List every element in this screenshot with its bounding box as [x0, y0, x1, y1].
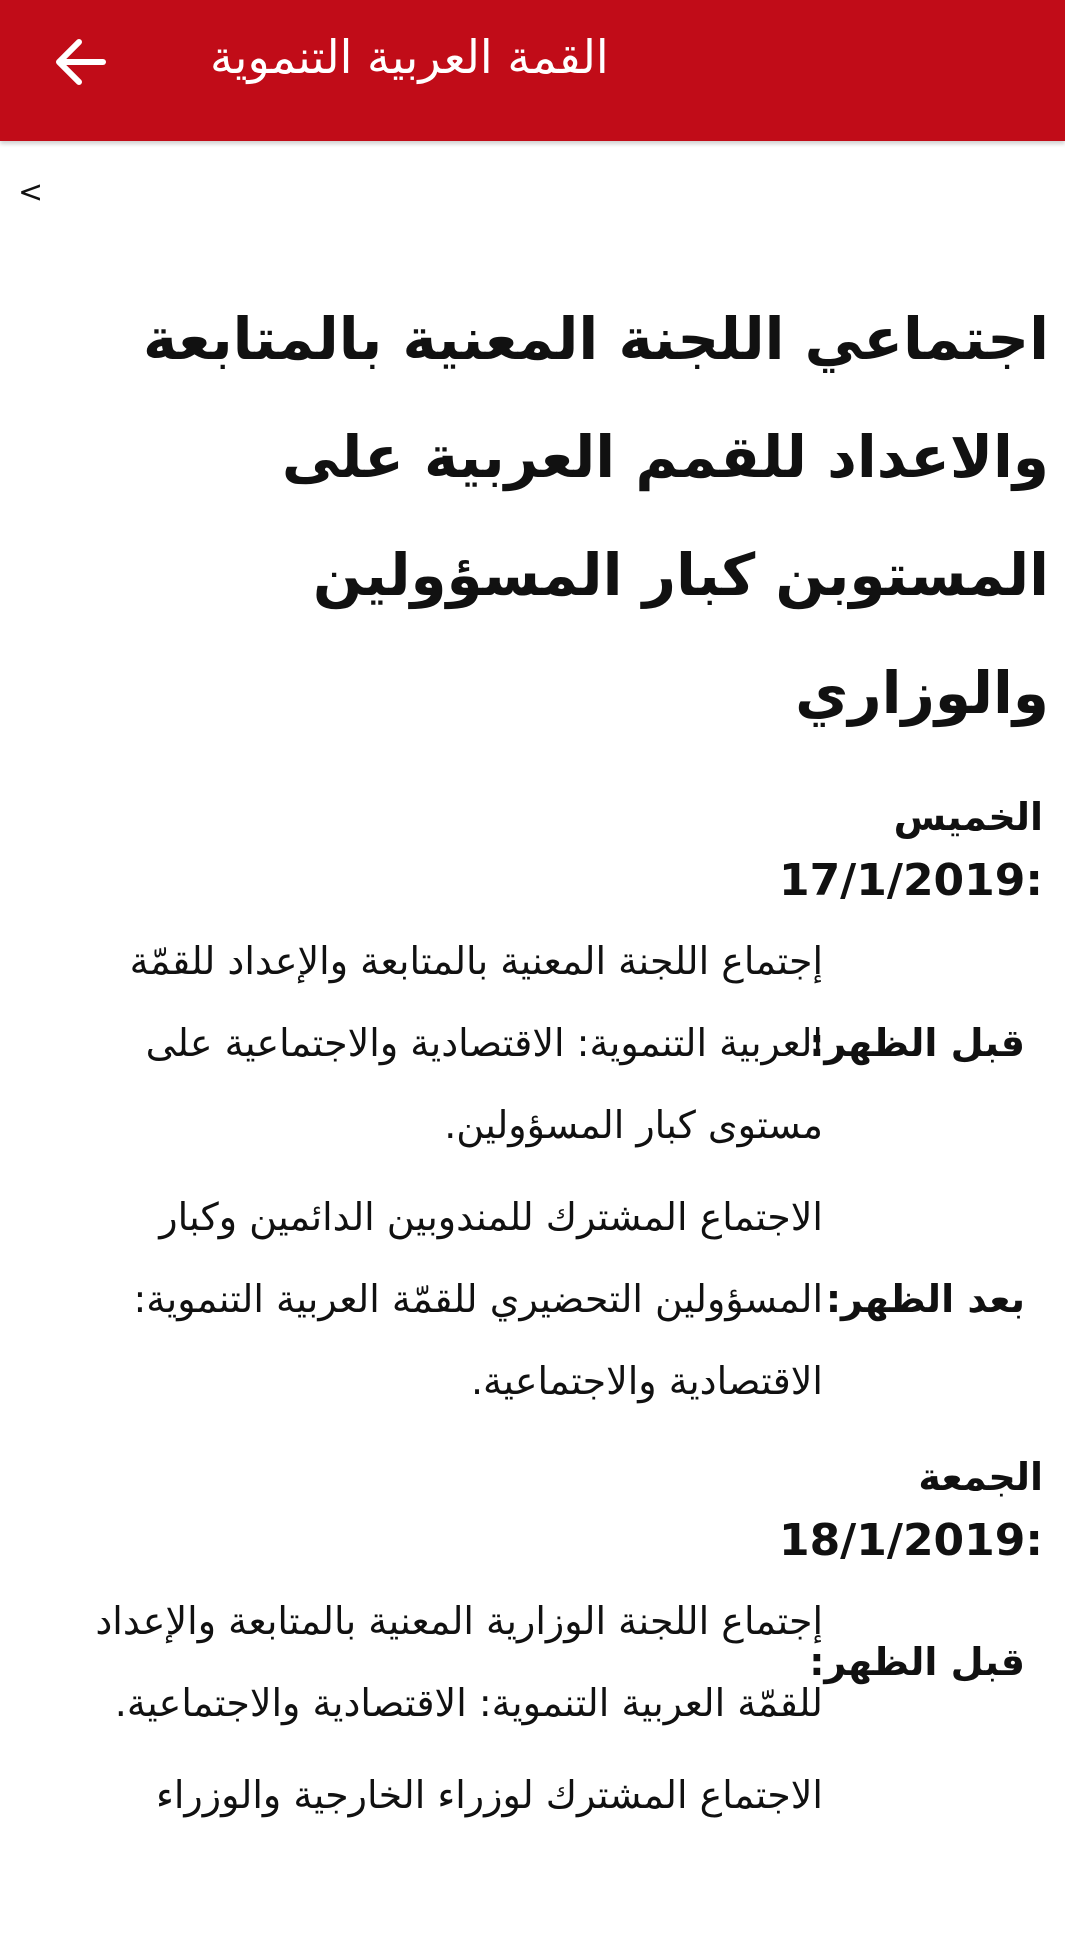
app-bar-title: القمة العربية التنموية	[210, 30, 609, 84]
day-name: الجمعة	[918, 1455, 1043, 1499]
arrow-left-icon	[53, 38, 107, 86]
session-label: قبل الظهر:	[809, 1021, 1025, 1065]
session-text: إجتماع اللجنة المعنية بالمتابعة والإعداد للقمّة العربية التنموية: الاقتصادية والاجتماعية على مستوى كبار المسؤولين.	[129, 939, 823, 1147]
session-text: إجتماع اللجنة الوزارية المعنية بالمتابعة والإعداد للقمّة العربية التنموية: الاقتصادية والاجتماعية.	[95, 1599, 823, 1725]
day-date: 18/1/2019:	[778, 1515, 1043, 1566]
session-text: الاجتماع المشترك لوزراء الخارجية والوزراء	[156, 1773, 823, 1817]
day-date: 17/1/2019:	[778, 855, 1043, 906]
previous-chevron-icon[interactable]: <	[18, 175, 44, 210]
session-row	[13, 1176, 1043, 1422]
day-block	[13, 1448, 1043, 1836]
article-headline: اجتماعي اللجنة المعنية بالمتابعة والاعداد للقمم العربية على المستوبن كبار المسؤولين والوزاري	[142, 305, 1049, 727]
session-label: بعد الظهر:	[825, 1277, 1025, 1321]
app-bar	[0, 0, 1065, 141]
day-name: الخميس	[893, 795, 1043, 839]
session-text: الاجتماع المشترك للمندوبين الدائمين وكبار المسؤولين التحضيري للقمّة العربية التنموية: الاقتصادية والاجتماعية.	[133, 1195, 823, 1403]
session-row	[13, 1580, 1043, 1744]
session-row	[13, 1754, 1043, 1836]
session-row	[13, 920, 1043, 1166]
session-label: قبل الظهر:	[809, 1640, 1025, 1684]
back-button[interactable]	[40, 22, 120, 102]
day-block	[13, 788, 1043, 1422]
